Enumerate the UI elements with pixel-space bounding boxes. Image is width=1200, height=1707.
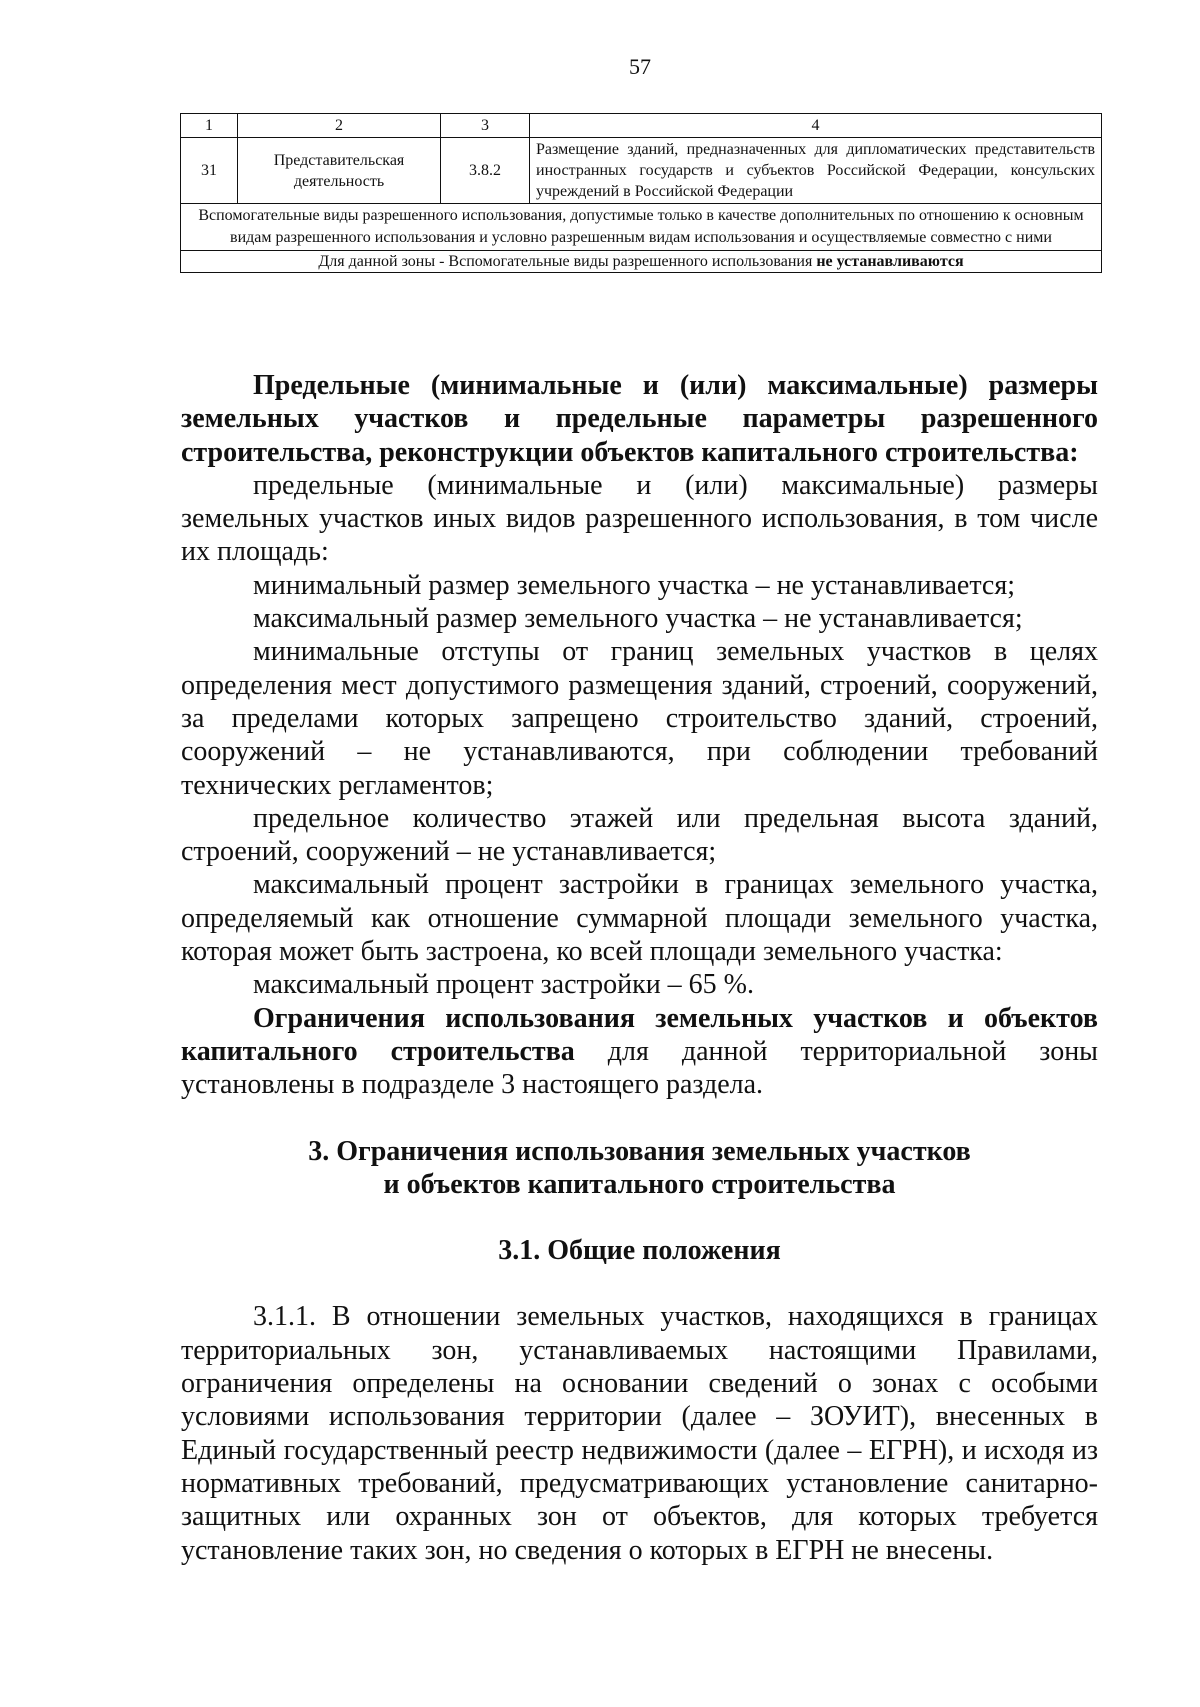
table-header-row <box>181 114 1102 138</box>
auxiliary-uses-title: Вспомогательные виды разрешенного использования, допустимые только в качестве дополнительных по отношению к основным видам разрешенного использования и условно разрешенным видам использования и осуществляемые совместно с ними <box>181 204 1102 251</box>
section-3-title-line-2: и объектов капитального строительства <box>383 1168 896 1200</box>
paragraph-setbacks: минимальные отступы от границ земельных участков в целях определения мест допустимого размещения зданий, строений, сооружений, за пределами которых запрещено строительство зданий, строений, сооружений – не устанавливаются, при соблюдении требований технических регламентов; <box>181 636 1098 801</box>
page-number: 57 <box>629 54 651 79</box>
land-use-table <box>180 113 1102 273</box>
row-use-name: Представительская деятельность <box>238 138 441 204</box>
auxiliary-uses-note <box>181 251 1102 273</box>
paragraph-plot-sizes: предельные (минимальные и (или) максимальные) размеры земельных участков иных видов разрешенного использования, в том числе их площадь: <box>181 469 1098 568</box>
paragraph-coverage-value: максимальный процент застройки – 65 %. <box>253 969 755 1001</box>
paragraph-max-size: максимальный размер земельного участка – не устанавливается; <box>253 603 1023 635</box>
row-number: 31 <box>181 138 238 204</box>
note-suffix: не устанавливаются <box>816 253 964 270</box>
paragraph-3-1-1: 3.1.1. В отношении земельных участков, находящихся в границах территориальных зон, устанавливаемых настоящими Правилами, ограничения определены на основании сведений о зонах с особыми условиями использования территории (далее – ЗОУИТ), внесенных в Единый государственный реестр недвижимости (далее – ЕГРН), и исходя из нормативных требований, предусматривающих установление санитарно-защитных или охранных зон от объектов, для которых требуется установление таких зон, но сведения о которых в ЕГРН не внесены. <box>181 1301 1098 1566</box>
col-header-4: 4 <box>530 114 1102 138</box>
section-3-title-line-1: 3. Ограничения использования земельных участков <box>308 1135 971 1167</box>
col-header-2: 2 <box>238 114 441 138</box>
section-3-1-title: 3.1. Общие положения <box>498 1235 781 1267</box>
params-heading: Предельные (минимальные и (или) максимальные) размеры земельных участков и предельные параметры разрешенного строительства, реконструкции объектов капитального строительства: <box>181 370 1098 468</box>
note-prefix: Для данной зоны - Вспомогательные виды разрешенного использования <box>318 253 813 270</box>
row-use-code: 3.8.2 <box>441 138 530 204</box>
col-header-1: 1 <box>181 114 238 138</box>
table-note-row <box>181 251 1102 273</box>
restrictions-ref-rest: для данной территориальной зоны установлены в подразделе 3 настоящего раздела. <box>181 1035 1098 1101</box>
paragraph-min-size: минимальный размер земельного участка – не устанавливается; <box>253 569 1016 601</box>
table-section-row <box>181 204 1102 251</box>
paragraph-floors: предельное количество этажей или предельная высота зданий, строений, сооружений – не устанавливается; <box>181 802 1098 868</box>
paragraph-restrictions-ref <box>181 1002 1098 1102</box>
table-row <box>181 138 1102 204</box>
document-body <box>181 369 1098 1567</box>
paragraph-coverage-definition: максимальный процент застройки в границах земельного участка, определяемый как отношение суммарной площади земельного участка, которая может быть застроена, ко всей площади земельного участка: <box>181 869 1098 968</box>
restrictions-ref-bold: Ограничения использования земельных участков и объектов капитального строительства <box>181 1002 1098 1067</box>
row-use-description: Размещение зданий, предназначенных для дипломатических представительств иностранных государств и субъектов Российской Федерации, консульских учреждений в Российской Федерации <box>530 138 1102 204</box>
col-header-3: 3 <box>441 114 530 138</box>
